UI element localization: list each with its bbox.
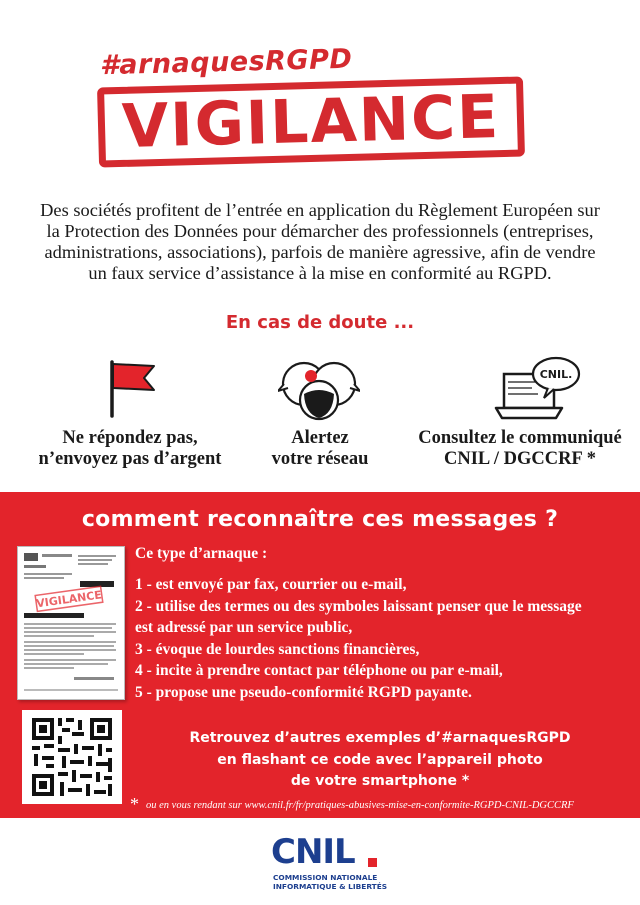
cnil-logo-subtitle: COMMISSION NATIONALE INFORMATIQUE & LIBERTÉS xyxy=(273,873,388,891)
cnil-logo-dot xyxy=(368,858,377,867)
list-item: est adressé par un service public, xyxy=(135,619,353,636)
vigilance-stamp xyxy=(97,76,525,167)
speech-bubbles-icon xyxy=(278,356,360,426)
cnil-logo-wordmark: CNIL xyxy=(271,832,355,872)
list-item: 1 - est envoyé par fax, courrier ou e-mail, xyxy=(135,576,407,593)
intro-line: un faux service d’assistance à la mise en conformité au RGPD. xyxy=(88,263,552,283)
cnil-logo xyxy=(271,832,388,897)
intro-paragraph xyxy=(24,200,616,284)
action-no-reply: Ne répondez pas, n’envoyez pas d’argent xyxy=(38,428,222,469)
cnil-bubble-text: CNIL. xyxy=(539,368,573,381)
intro-line: administrations, associations), parfois de manière agressive, afin de vendre xyxy=(44,242,596,262)
recognize-title: comment reconnaître ces messages ? xyxy=(81,507,559,532)
hashtag-title: #arnaquesRGPD xyxy=(99,43,353,82)
list-item: 2 - utilise des termes ou des symboles laissant penser que le message xyxy=(135,597,582,615)
footnote-mark: * xyxy=(130,794,139,814)
action-consult-release: Consultez le communiqué CNIL / DGCCRF * xyxy=(418,428,622,469)
list-item: 5 - propose une pseudo-conformité RGPD payante. xyxy=(135,683,472,701)
scam-letter-thumbnail xyxy=(17,546,125,700)
intro-line: Des sociétés profitent de l’entrée en application du Règlement Européen sur xyxy=(40,200,600,220)
vigilance-title: VIGILANCE xyxy=(121,82,501,162)
footnote-link-text[interactable]: ou en vous rendant sur www.cnil.fr/fr/pratiques-abusives-mise-en-conformite-RGPD-CNIL-DGCCRF xyxy=(146,800,574,811)
intro-line: la Protection des Données pour démarcher des professionnels (entreprises, xyxy=(46,221,594,241)
doubt-heading: En cas de doute ... xyxy=(225,312,415,333)
action-alert-network: Alertez votre réseau xyxy=(271,428,369,469)
qr-code[interactable] xyxy=(22,710,122,804)
red-flag-icon xyxy=(100,358,160,422)
find-more-text: Retrouvez d’autres exemples d’#arnaquesRGPD en flashant ce code avec l’appareil photo de votre smartphone * xyxy=(189,730,571,789)
doc-stamp-text: VIGILANCE xyxy=(35,588,103,611)
list-item: 4 - incite à prendre contact par téléphone ou par e-mail, xyxy=(135,662,503,679)
laptop-cnil-icon xyxy=(494,352,584,428)
criteria-list xyxy=(135,574,620,703)
scam-type-heading: Ce type d’arnaque : xyxy=(135,545,268,562)
list-item: 3 - évoque de lourdes sanctions financières, xyxy=(135,640,420,658)
